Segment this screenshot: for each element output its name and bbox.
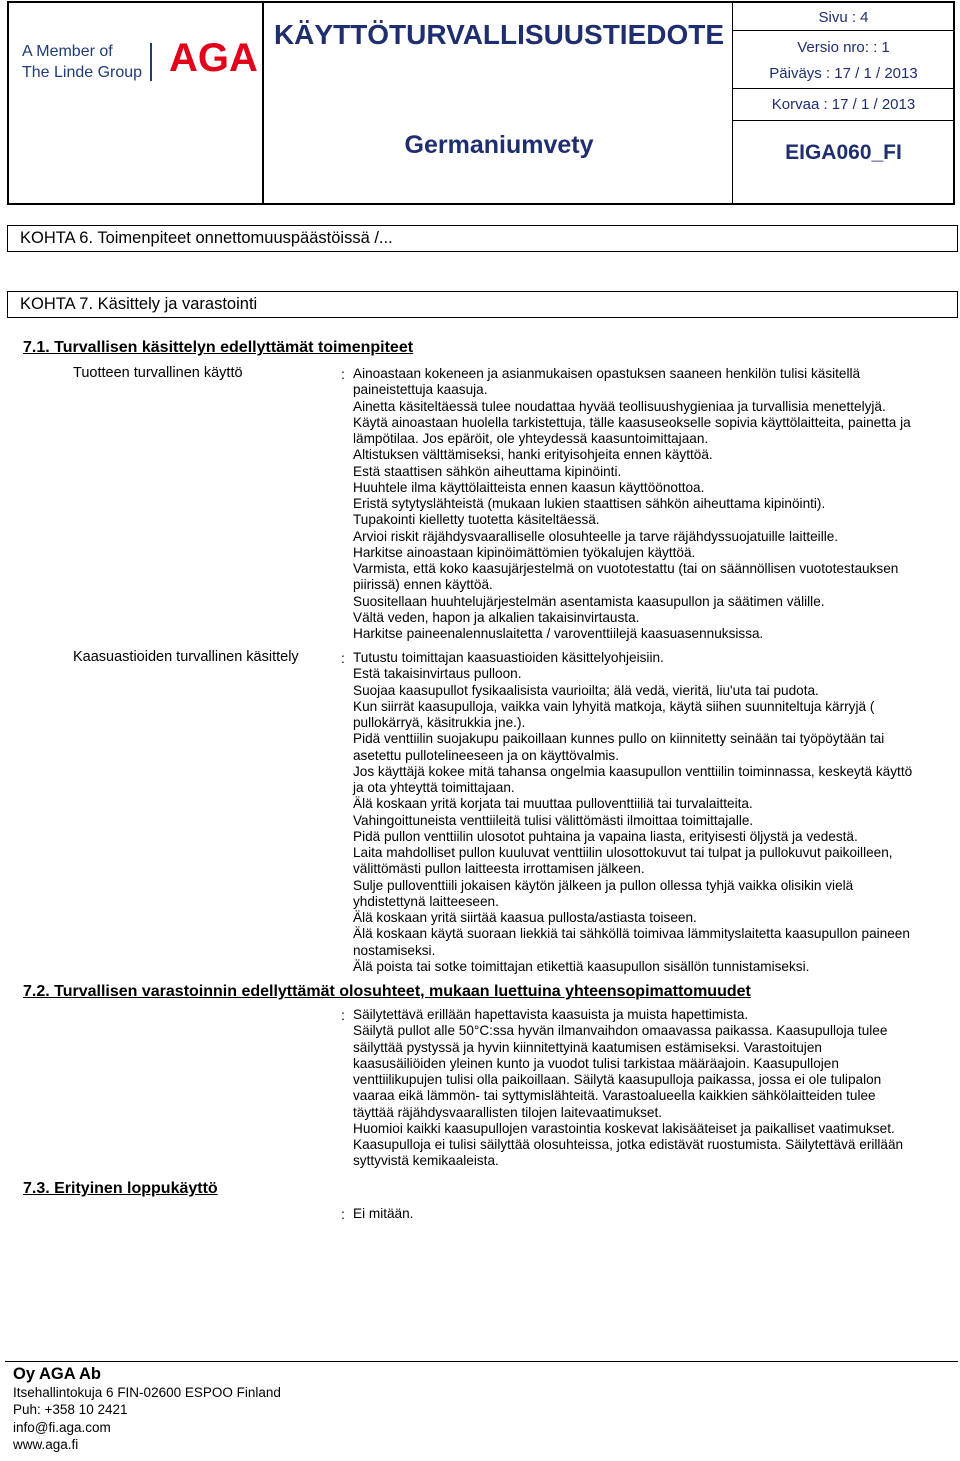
- text-line: Jos käyttäjä kokee mitä tahansa ongelmia kaasupullon venttiilin toiminnassa, keskeytä käyttö: [353, 763, 913, 779]
- subsection-7-1-heading: 7.1. Turvallisen käsittelyn edellyttämät toimenpiteet: [23, 339, 414, 356]
- text-line: asetettu pullotelineeseen ja on käyttövalmis.: [353, 747, 619, 763]
- subsection-7-3-heading: 7.3. Erityinen loppukäyttö: [23, 1180, 218, 1197]
- text-line: Suositellaan huuhtelujärjestelmän asentamista kaasupullon ja säätimen välille.: [353, 593, 825, 609]
- safe-use-text: [353, 366, 911, 642]
- text-line: Käytä ainoastaan huolella tarkistettuja, tälle kaasuseokselle sopivia käyttölaitteita, painetta ja: [353, 414, 911, 430]
- logo-area: [9, 3, 264, 203]
- section-6-bar: KOHTA 6. Toimenpiteet onnettomuuspäästöissä /...: [7, 225, 958, 252]
- text-line: Varmista, että koko kaasujärjestelmä on vuototestattu (tai on säännöllisen vuototestauksen: [353, 561, 899, 576]
- text-line: Säilytä pullot alle 50°C:ssa hyvän ilmanvaihdon omaavassa paikassa. Kaasupulloja tulee: [353, 1023, 888, 1039]
- storage-text: [353, 1007, 903, 1170]
- text-line: Ainoastaan kokeneen ja asianmukaisen opastuksen saaneen henkilön tulisi käsitellä: [353, 366, 861, 381]
- text-line: Älä koskaan käytä suoraan liekkiä tai sähköllä toimivaa lämmityslaitetta kaasupullon paineen: [353, 926, 910, 942]
- text-line: Huuhtele ilma käyttölaitteista ennen kaasun käyttöönottoa.: [353, 479, 705, 495]
- product-name: Germaniumvety: [404, 131, 594, 159]
- safe-use-label: Tuotteen turvallinen käyttö: [73, 365, 243, 381]
- logo-divider: [150, 43, 152, 81]
- text-line: Harkitse ainoastaan kipinöimättömien työkalujen käyttöä.: [353, 544, 696, 560]
- text-line: pullokärryä, käsitrukkia jne.).: [353, 715, 526, 730]
- text-line: ja ota yhteyttä toimittajaan.: [353, 780, 515, 795]
- document-title: KÄYTTÖTURVALLISUUSTIEDOTE: [273, 19, 725, 50]
- subsection-7-2-heading: 7.2. Turvallisen varastoinnin edellyttämät olosuhteet, mukaan luettuina yhteensopimattomuudet: [23, 983, 751, 1000]
- text-line: Arvioi riskit räjähdysvaaralliselle olosuhteelle ja tarve räjähdyssuojatuille laitteille.: [353, 528, 839, 544]
- text-line: Kaasupulloja ei tulisi säilyttää olosuhteissa, jotka edistävät ruostumista. Säilytettävä erillään: [353, 1137, 904, 1152]
- company-phone: Puh: +358 10 2421: [13, 1402, 128, 1417]
- specific-end-use-text: Ei mitään.: [353, 1206, 414, 1221]
- page-number: Sivu : 4: [818, 9, 869, 26]
- colon-separator: :: [341, 650, 345, 666]
- text-line: paineistettuja kaasuja.: [353, 382, 488, 398]
- text-line: Vältä veden, hapon ja alkalien takaisinvirtausta.: [353, 609, 640, 625]
- meta-divider: [733, 88, 954, 89]
- text-line: Kun siirrät kaasupulloja, vaikka vain lyhyitä matkoja, käytä siihen suunniteltuja kärryjä (: [353, 698, 875, 714]
- text-line: yhdistettynä laitteeseen.: [353, 893, 499, 909]
- aga-logo: AGA: [169, 36, 258, 80]
- text-line: Estä takaisinvirtaus pulloon.: [353, 666, 522, 682]
- text-line: välittömästi pullon laitteesta irrottamisen jälkeen.: [353, 861, 645, 877]
- text-line: Tutustu toimittajan kaasuastioiden käsittelyohjeisiin.: [353, 650, 664, 665]
- section-7-bar: KOHTA 7. Käsittely ja varastointi: [7, 291, 958, 318]
- text-line: Huomioi kaikki kaasupullojen varastointia koskevat lakisääteiset ja paikalliset vaatimukset.: [353, 1120, 895, 1136]
- linde-group-line1: A Member of: [22, 43, 113, 60]
- company-name: Oy AGA Ab: [13, 1365, 102, 1383]
- text-line: Eristä sytytyslähteistä (mukaan lukien staattisen sähkön aiheuttama kipinöinti).: [353, 496, 826, 511]
- text-line: Sulje pulloventtiili jokaisen käytön jälkeen ja pullon ollessa tyhjä vaikka olisikin vielä: [353, 877, 854, 893]
- text-line: säilyttää pystyssä ja hyvin kiinnitettyinä kaatumisen estämiseksi. Varastoitujen: [353, 1039, 822, 1055]
- company-address: Itsehallintokuja 6 FIN-02600 ESPOO Finland: [13, 1384, 281, 1400]
- text-line: Pidä pullon venttiilin ulosotot puhtaina ja vapaina liasta, erityisesti öljystä ja vedestä.: [353, 828, 858, 844]
- document-meta: [732, 3, 953, 203]
- text-line: Altistuksen välttämiseksi, hanki erityisohjeita ennen käyttöä.: [353, 447, 713, 463]
- replaces-date: Korvaa : 17 / 1 / 2013: [771, 96, 916, 113]
- text-line: venttiilikupujen tulisi olla paikoillaan. Säilytä kaasupulloja paikassa, jossa ei ole tulipalon: [353, 1072, 882, 1087]
- document-id: EIGA060_FI: [785, 141, 902, 164]
- colon-separator: :: [341, 366, 345, 382]
- text-line: vaaraa eikä lämmön- tai syttymislähteitä. Varastoalueella kaikkien sähkölaitteiden tulee: [353, 1088, 876, 1104]
- text-line: Harkitse paineenalennuslaitetta / varoventtiilejä kaasuasennuksissa.: [353, 626, 764, 641]
- text-line: Suojaa kaasupullot fysikaalisista vaurioilta; älä vedä, vieritä, liu'uta tai pudota.: [353, 682, 819, 698]
- text-line: Estä staattisen sähkön aiheuttama kipinöinti.: [353, 463, 622, 479]
- footer: [13, 1366, 281, 1454]
- footer-divider: [5, 1361, 958, 1362]
- issue-date: Päiväys : 17 / 1 / 2013: [769, 65, 918, 82]
- linde-group-line2: The Linde Group: [22, 64, 143, 81]
- colon-separator: :: [341, 1007, 345, 1023]
- text-line: nostamiseksi.: [353, 942, 436, 958]
- company-email[interactable]: info@fi.aga.com: [13, 1419, 111, 1435]
- text-line: piirissä) ennen käyttöä.: [353, 577, 493, 593]
- meta-divider: [733, 120, 954, 121]
- meta-divider: [733, 30, 954, 31]
- text-line: kaasusäiliöiden yleinen kunto ja vuodot tulisi tarkistaa määräajoin. Kaasupullojen: [353, 1055, 839, 1071]
- text-line: Vahingoittuneista venttiileitä tulisi välittömästi ilmoittaa toimittajalle.: [353, 812, 754, 828]
- text-line: Älä koskaan yritä korjata tai muuttaa pulloventtiiliä tai turvalaitteita.: [353, 796, 753, 812]
- text-line: Ainetta käsiteltäessä tulee noudattaa hyvää teollisuushygieniaa ja turvallisia menettelyjä.: [353, 398, 886, 414]
- text-line: Älä poista tai sotke toimittajan etikettiä kaasupullon sisällön tunnistamiseksi.: [353, 958, 810, 974]
- text-line: Tupakointi kielletty tuotetta käsiteltäessä.: [353, 512, 600, 528]
- container-handling-label: Kaasuastioiden turvallinen käsittely: [73, 649, 299, 665]
- version-number: Versio nro: : 1: [797, 39, 890, 56]
- colon-separator: :: [341, 1206, 345, 1222]
- text-line: Säilytettävä erillään hapettavista kaasuista ja muista hapettimista.: [353, 1007, 749, 1022]
- text-line: Älä koskaan yritä siirtää kaasua pullosta/astiasta toiseen.: [353, 910, 697, 925]
- text-line: lämpötilaa. Jos epäröit, ole yhteydessä kaasuntoimittajaan.: [353, 431, 709, 446]
- text-line: syttyvistä kemikaaleista.: [353, 1153, 499, 1169]
- text-line: Pidä venttiilin suojakupu paikoillaan kunnes pullo on kiinnitetty seinään tai työpöytään tai: [353, 731, 885, 747]
- text-line: täyttää räjähdysvaarallisten tilojen laitevaatimukset.: [353, 1104, 663, 1120]
- company-website[interactable]: www.aga.fi: [13, 1437, 79, 1452]
- container-handling-text: [353, 650, 912, 975]
- text-line: Laita mahdolliset pullon kuuluvat venttiilin ulosottokuvut tai tulpat ja pullokuvut paikoilleen,: [353, 845, 893, 860]
- document-header: [7, 1, 955, 205]
